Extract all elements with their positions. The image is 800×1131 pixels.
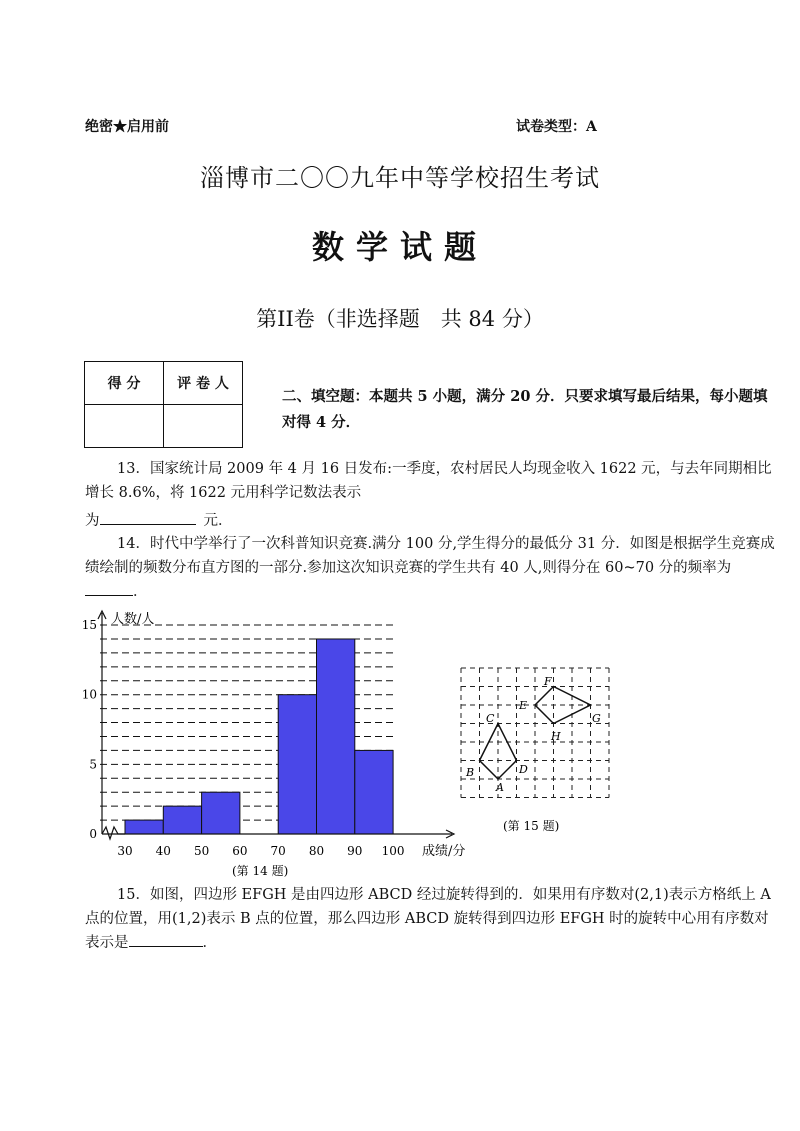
question-13-prefix: 为 bbox=[85, 513, 100, 529]
x-tick-label: 50 bbox=[193, 844, 210, 858]
score-header: 得 分 bbox=[85, 362, 164, 405]
paper-type: 试卷类型：A bbox=[516, 119, 597, 135]
label-b: B bbox=[466, 766, 475, 779]
question-13-text: 13．国家统计局 2009 年 4 月 16 日发布:一季度，农村居民人均现金收入 1622 元，与去年同期相比增长 8.6%，将 1622 元用科学记数法表示 bbox=[85, 461, 772, 501]
question-13 bbox=[85, 457, 775, 505]
x-tick-label: 60 bbox=[232, 844, 248, 858]
question-13-answer-line bbox=[85, 509, 233, 533]
figure-15-grid bbox=[461, 668, 609, 798]
histogram-chart bbox=[80, 605, 480, 880]
y-tick-label: 0 bbox=[89, 827, 97, 841]
section-heading: 二、填空题：本题共 5 小题，满分 20 分．只要求填写最后结果，每小题填对得 4 分． bbox=[282, 388, 768, 431]
histogram-bar bbox=[125, 820, 163, 834]
histogram-y-label: 人数/人 bbox=[111, 612, 155, 627]
exam-title: 淄博市二〇〇九年中等学校招生考试 bbox=[200, 164, 600, 192]
question-13-suffix: 元． bbox=[203, 513, 233, 529]
secret-label: 绝密★启用前 bbox=[85, 119, 169, 135]
y-tick-label: 10 bbox=[81, 687, 97, 702]
score-cell[interactable] bbox=[85, 405, 164, 448]
question-15-end: ． bbox=[202, 935, 217, 951]
label-c: C bbox=[486, 712, 495, 725]
histogram-bar bbox=[355, 750, 393, 834]
question-14-end: ． bbox=[133, 584, 148, 600]
label-d: D bbox=[519, 763, 528, 776]
score-table bbox=[84, 361, 243, 448]
part-title: 第II卷（非选择题 共 84 分） bbox=[256, 307, 544, 331]
histogram-bar bbox=[278, 695, 316, 834]
question-15 bbox=[85, 883, 775, 955]
histogram-bar bbox=[202, 792, 240, 834]
question-14-text: 14．时代中学举行了一次科普知识竞赛.满分 100 分,学生得分的最低分 31 分．如图是根据学生竞赛成绩绘制的频数分布直方图的一部分.参加这次知识竞赛的学生共有 40 人,则得分在 60~70 分的频率为 bbox=[85, 536, 775, 576]
label-g: G bbox=[592, 712, 601, 725]
answer-blank-15[interactable] bbox=[129, 932, 203, 947]
x-tick-label: 100 bbox=[381, 844, 405, 858]
y-tick-label: 5 bbox=[89, 757, 97, 772]
label-a: A bbox=[496, 781, 504, 794]
y-tick-label: 15 bbox=[81, 618, 97, 633]
subject-title: 数学试题 bbox=[311, 228, 488, 266]
answer-blank-13[interactable] bbox=[100, 510, 196, 525]
histogram-bar bbox=[317, 639, 355, 834]
histogram-bar bbox=[163, 806, 201, 834]
figure-15-caption: (第 15 题) bbox=[503, 819, 560, 833]
grader-header: 评 卷 人 bbox=[164, 362, 243, 405]
x-tick-label: 30 bbox=[117, 844, 133, 858]
x-tick-label: 70 bbox=[270, 844, 286, 858]
label-h: H bbox=[551, 730, 561, 743]
label-e: E bbox=[519, 699, 528, 712]
histogram-x-label: 成绩/分 bbox=[422, 844, 466, 859]
histogram-axes bbox=[98, 611, 454, 839]
x-tick-label: 80 bbox=[308, 844, 325, 858]
x-tick-label: 40 bbox=[155, 844, 171, 858]
label-f: F bbox=[544, 675, 552, 688]
grader-cell[interactable] bbox=[164, 405, 243, 448]
x-tick-label: 90 bbox=[347, 844, 363, 858]
axis-break bbox=[102, 827, 125, 839]
answer-blank-14[interactable] bbox=[85, 581, 133, 596]
figure-15 bbox=[455, 662, 625, 837]
question-14 bbox=[85, 532, 775, 604]
question-15-text: 15．如图，四边形 EFGH 是由四边形 ABCD 经过旋转得到的．如果用有序数对(2,1)表示方格纸上 A 点的位置，用(1,2)表示 B 点的位置，那么四边形 ABCD 旋转得到四边形 EFGH 时的旋转中心用有序数对表示是 bbox=[85, 887, 771, 951]
histogram-caption: (第 14 题) bbox=[232, 864, 289, 878]
